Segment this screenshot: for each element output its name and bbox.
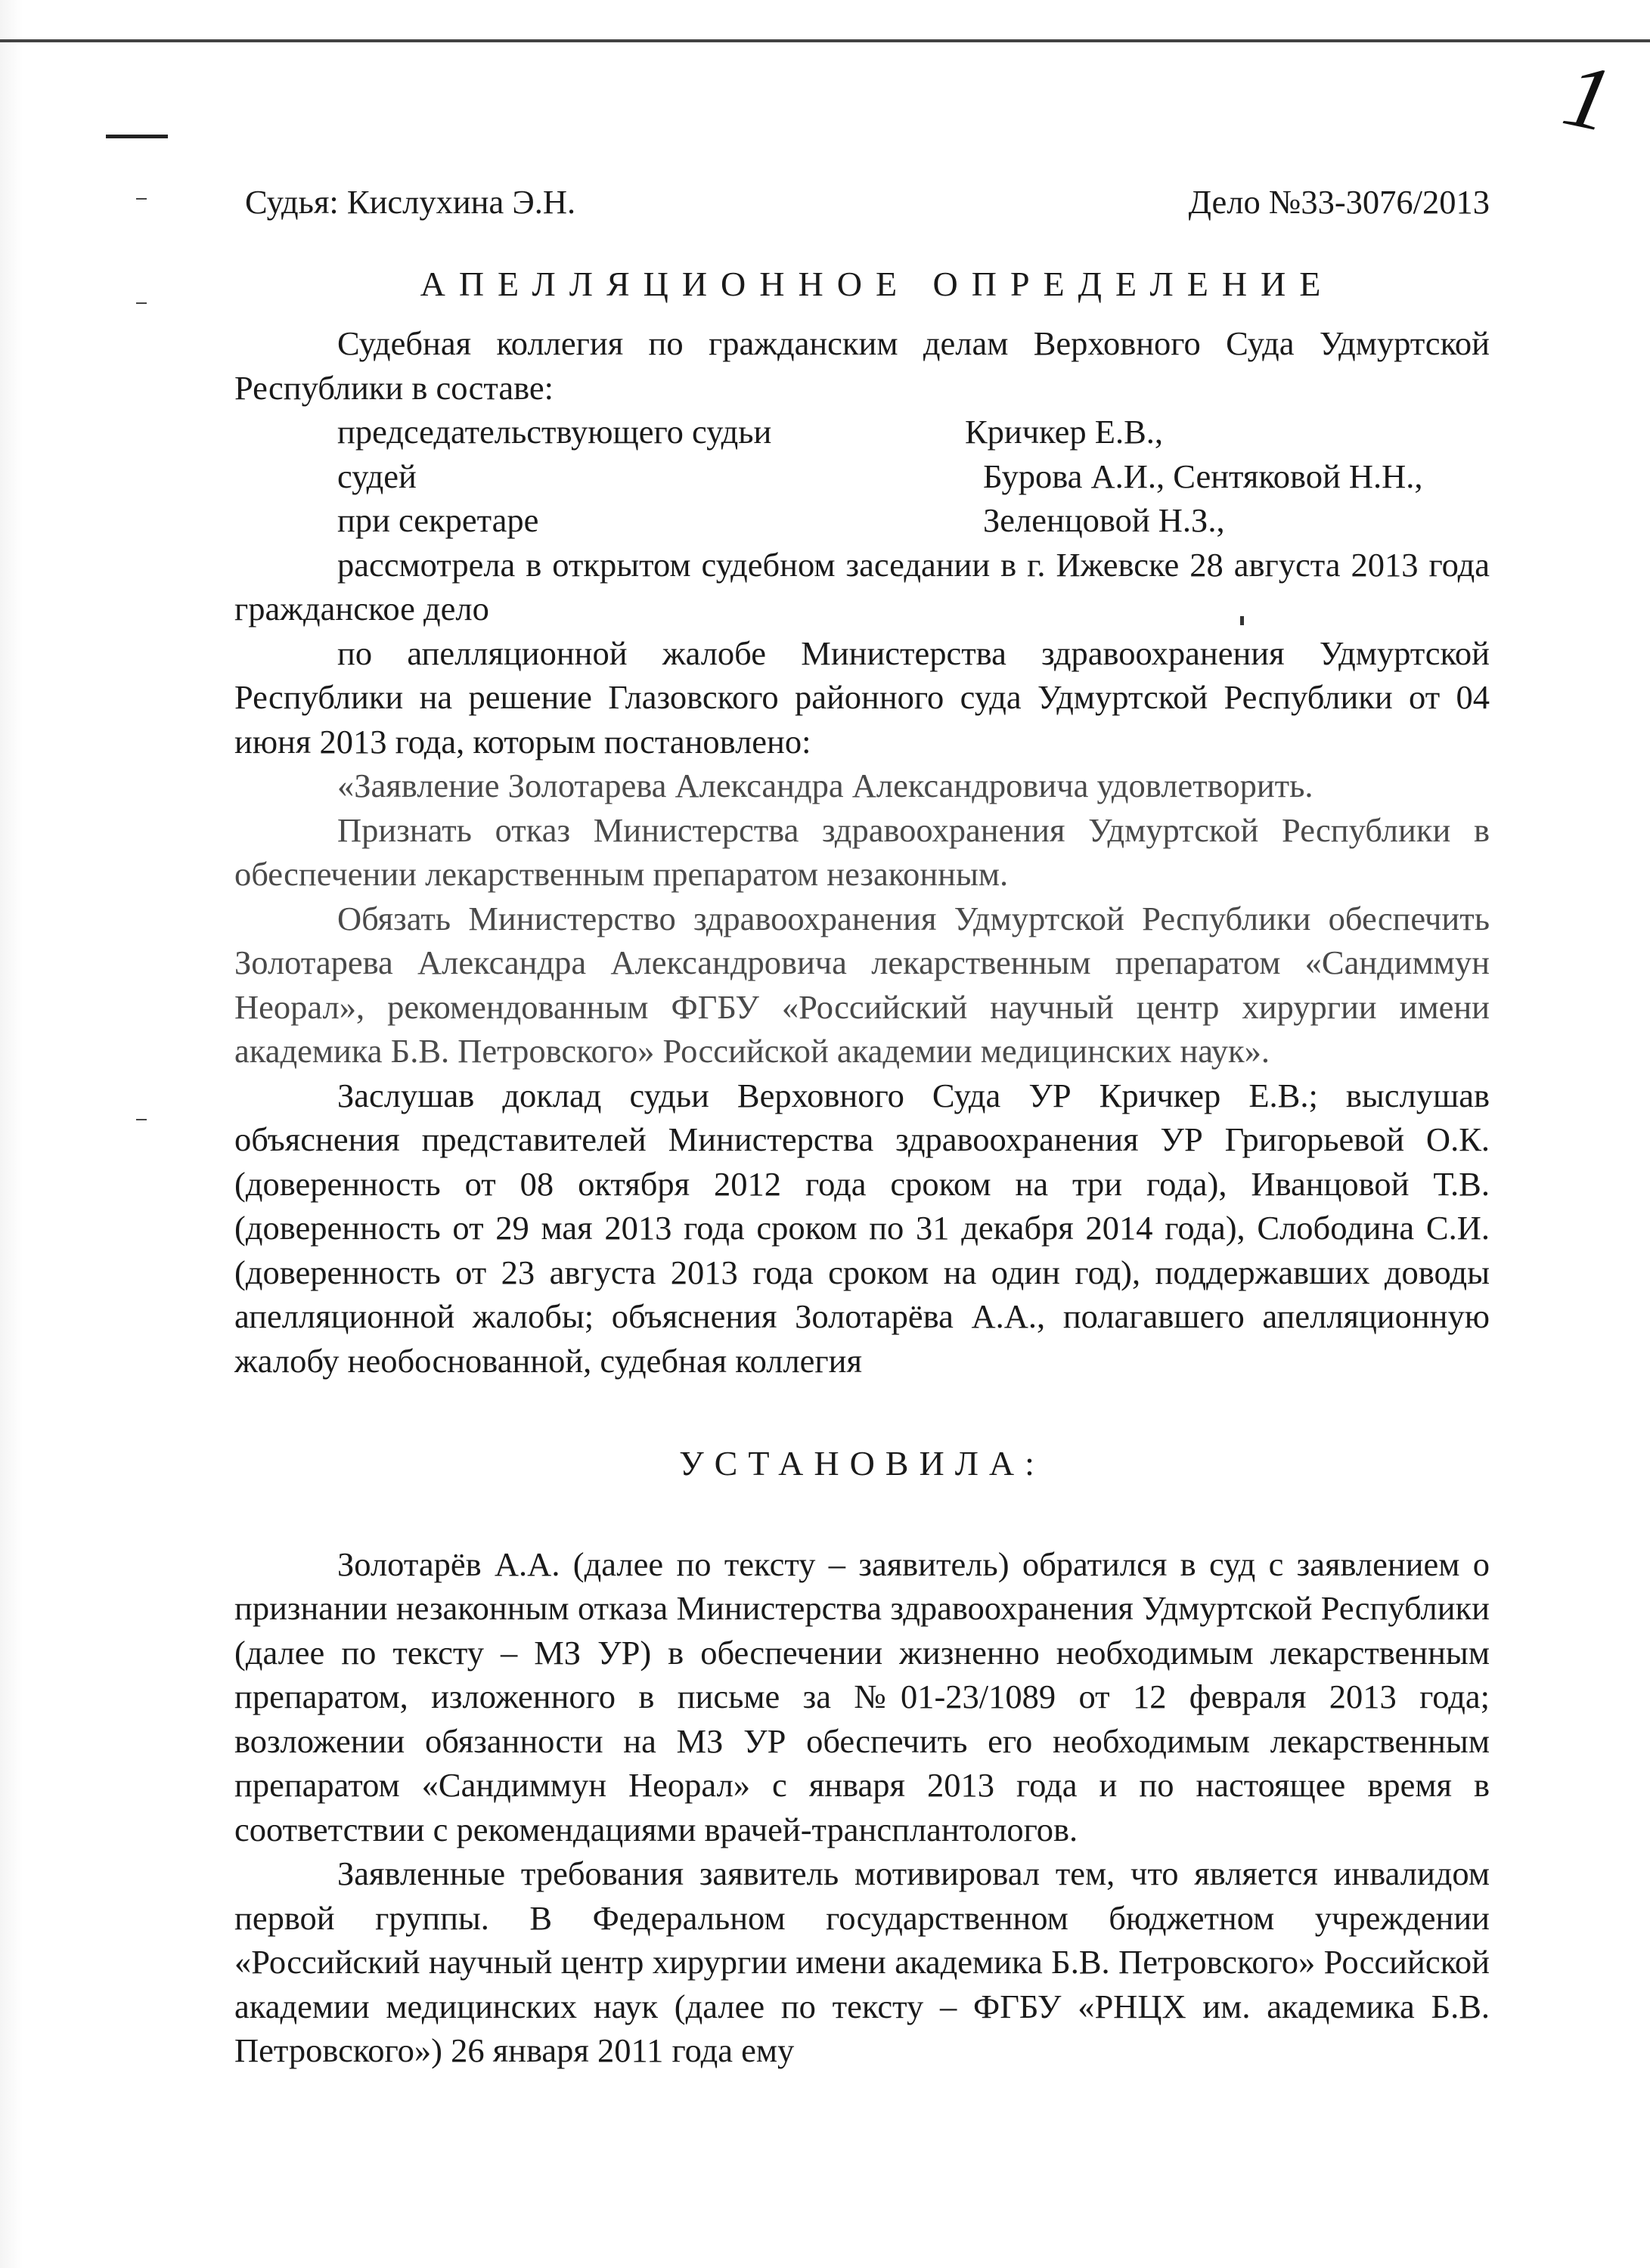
ruling-quote: «Заявление Золотарева Александра Александровича удовлетворить.	[337, 767, 1313, 804]
ruling-quote: Обязать Министерство здравоохранения Удмуртской Республики обеспечить Золотарева Александра Александровича лекарственным препаратом «Сандиммун Неорал», рекомендованным ФГБУ «Российский научный центр хирургии имени академика Б.В. Петровского» Российской академии медицинских наук».	[234, 899, 1490, 1070]
collegium-paragraph: Судебная коллегия по гражданским делам Верховного Суда Удмуртской Республики в составе:	[234, 324, 1490, 407]
case-number: Дело №33-3076/2013	[1188, 183, 1490, 221]
scan-mark	[136, 198, 147, 200]
appeal-paragraph: по апелляционной жалобе Министерства здравоохранения Удмуртской Республики на решение Глазовского районного суда Удмуртской Республики от 04 июня 2013 года, которым постановлено:	[234, 634, 1490, 761]
scan-border-line	[0, 39, 1650, 42]
handwritten-page-number: 1	[1555, 43, 1621, 151]
composition-names: Кричкер Е.В.,	[965, 413, 1164, 451]
ruling-quote: Признать отказ Министерства здравоохранения Удмуртской Республики в обеспечении лекарственным препаратом незаконным.	[234, 810, 1490, 893]
document-body	[234, 180, 1490, 2073]
scan-edge	[0, 0, 23, 2268]
composition-role: при секретаре	[337, 501, 539, 539]
considered-paragraph: рассмотрела в открытом судебном заседании в г. Ижевске 28 августа 2013 года гражданское дело	[234, 545, 1490, 627]
scan-mark	[136, 1119, 147, 1120]
section-title: УСТАНОВИЛА:	[679, 1444, 1045, 1483]
heard-paragraph: Заслушав доклад судьи Верховного Суда УР Кричкер Е.В.; выслушав объяснения представителей Министерства здравоохранения УР Григорьевой О.К. (доверенность от 08 октября 2012 года сроком на три года), Иванцовой Т.В. (доверенность от 29 мая 2013 года сроком по 31 декабря 2014 года), Слободина С.И. (доверенность от 23 августа 2013 года сроком на один год), поддержавших доводы апелляционной жалобы; объяснения Золотарёва А.А., полагавшего апелляционную жалобу необоснованной, судебная коллегия	[234, 1076, 1490, 1380]
court-composition	[337, 410, 1490, 543]
scan-mark	[136, 302, 147, 304]
composition-names: Зеленцовой Н.З.,	[983, 501, 1225, 539]
judge-name: Судья: Кислухина Э.Н.	[245, 183, 576, 221]
body-paragraph: Золотарёв А.А. (далее по тексту – заявитель) обратился в суд с заявлением о признании незаконным отказа Министерства здравоохранения Удмуртской Республики (далее по тексту – МЗ УР) в обеспечении жизненно необходимым лекарственным препаратом, изложенного в письме за №01-23/1089 от 12 февраля 2013 года; возложении обязанности на МЗ УР обеспечить его необходимым лекарственным препаратом «Сандиммун Неорал» с января 2013 года и по настоящее время в соответствии с рекомендациями врачей-трансплантологов.	[234, 1545, 1490, 1848]
composition-names: Бурова А.И., Сентяковой Н.Н.,	[983, 457, 1423, 495]
body-paragraph: Заявленные требования заявитель мотивировал тем, что является инвалидом первой группы. В Федеральном государственном бюджетном учреждении «Российский научный центр хирургии имени академика Б.В. Петровского» Российской академии медицинских наук (далее по тексту – ФГБУ «РНЦХ им. академика Б.В. Петровского») 26 января 2011 года ему	[234, 1854, 1490, 2069]
composition-role: судей	[337, 457, 417, 495]
document-header	[245, 180, 1490, 225]
scan-mark	[106, 135, 168, 138]
composition-role: председательствующего судьи	[337, 413, 772, 451]
document-title: АПЕЛЛЯЦИОННОЕ ОПРЕДЕЛЕНИЕ	[420, 264, 1335, 303]
